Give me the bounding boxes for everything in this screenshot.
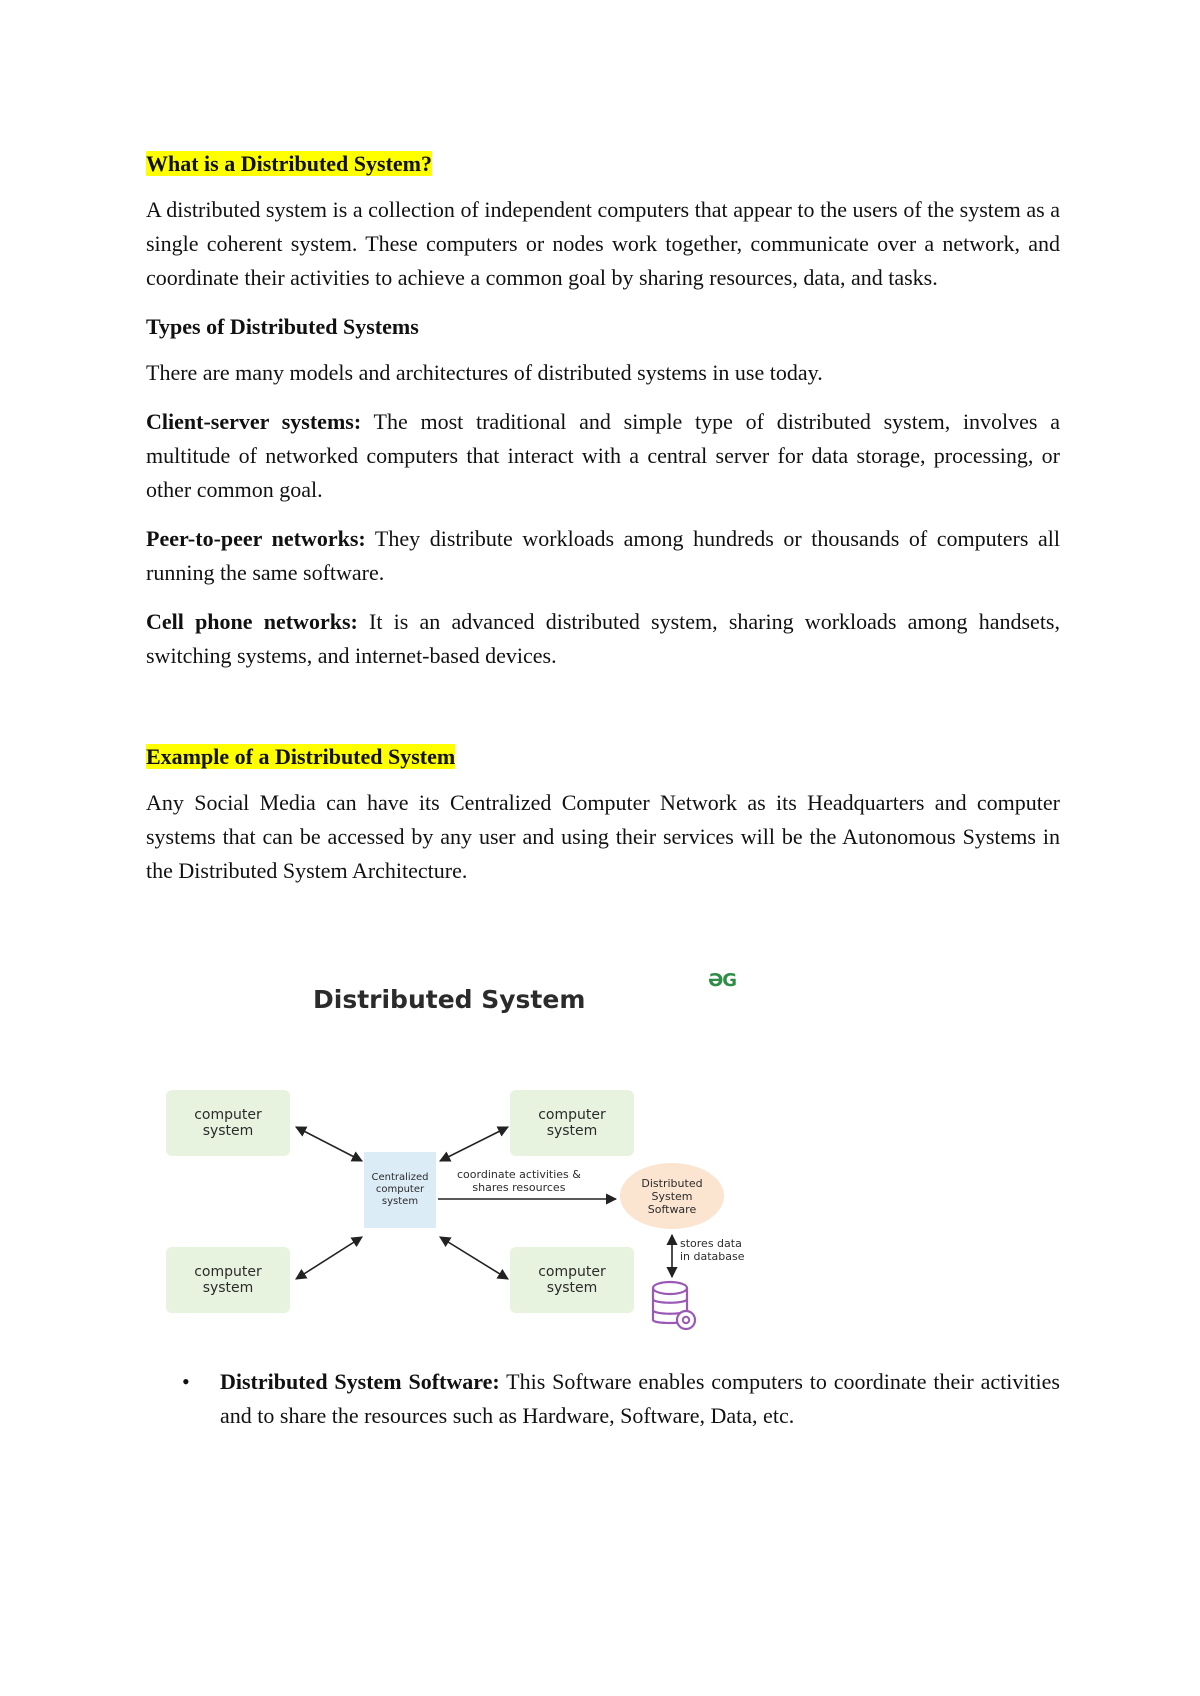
term-cell-phone: Cell phone networks: (146, 609, 358, 634)
heading-what-is-text: What is a Distributed System? (146, 151, 433, 176)
term-peer-to-peer: Peer-to-peer networks: (146, 526, 366, 551)
heading-example (146, 740, 1060, 774)
paragraph-example: Any Social Media can have its Centralized Computer Network as its Headquarters and computer systems that can be accessed by any user and using their services will be the Autonomous Systems in the Distributed System Architecture. (146, 790, 1060, 883)
paragraph-types-intro: There are many models and architectures of distributed systems in use today. (146, 360, 823, 385)
spacer (146, 688, 1060, 740)
arrow-bottom-left (296, 1237, 362, 1279)
diagram-title: Distributed System (313, 985, 586, 1014)
heading-example-text: Example of a Distributed System (146, 744, 456, 769)
database-icon (650, 1280, 698, 1332)
list-item (146, 1365, 1060, 1433)
coordinate-activities-label: coordinate activities & shares resources (457, 1168, 581, 1194)
text-peer-to-peer: They distribute workloads among hundreds or thousands of computers all running the same software. (146, 526, 1060, 585)
heading-types: Types of Distributed Systems (146, 314, 419, 339)
arrow-top-left (296, 1127, 362, 1161)
paragraph-cell-phone (146, 605, 1060, 673)
text-cell-phone: It is an advanced distributed system, sharing workloads among handsets, switching systems, and internet-based devices. (146, 609, 1060, 668)
computer-system-node: computer system (510, 1247, 634, 1313)
text-client-server: The most traditional and simple type of distributed system, involves a multitude of networked computers that interact with a central server for data storage, processing, or other common goal. (146, 409, 1061, 502)
bullet-dot-icon: • (182, 1369, 190, 1394)
computer-system-node: computer system (510, 1090, 634, 1156)
text-dss: This Software enables computers to coordinate their activities and to share the resources such as Hardware, Software, Data, etc. (220, 1369, 1060, 1428)
distributed-system-diagram (160, 965, 800, 1345)
heading-what-is (146, 147, 1060, 181)
arrow-bottom-right (440, 1237, 508, 1279)
bullet-list (146, 1365, 1060, 1433)
distributed-system-software-node: Distributed System Software (620, 1163, 724, 1229)
term-dss: Distributed System Software: (220, 1369, 500, 1394)
paragraph-peer-to-peer (146, 522, 1060, 590)
arrow-top-right (440, 1127, 508, 1161)
document-body (146, 147, 1060, 903)
stores-data-label: stores data in database (680, 1237, 745, 1263)
term-client-server: Client-server systems: (146, 409, 362, 434)
computer-system-node: computer system (166, 1090, 290, 1156)
computer-system-node: computer system (166, 1247, 290, 1313)
paragraph-definition: A distributed system is a collection of independent computers that appear to the users of the system as a single coherent system. These computers or nodes work together, communicate over a network, and coordinate their activities to achieve a common goal by sharing resources, data, and tasks. (146, 197, 1060, 290)
gfg-logo: ƏG (708, 970, 737, 991)
centralized-computer-system-node: Centralized computer system (364, 1152, 436, 1228)
paragraph-client-server (146, 405, 1060, 507)
